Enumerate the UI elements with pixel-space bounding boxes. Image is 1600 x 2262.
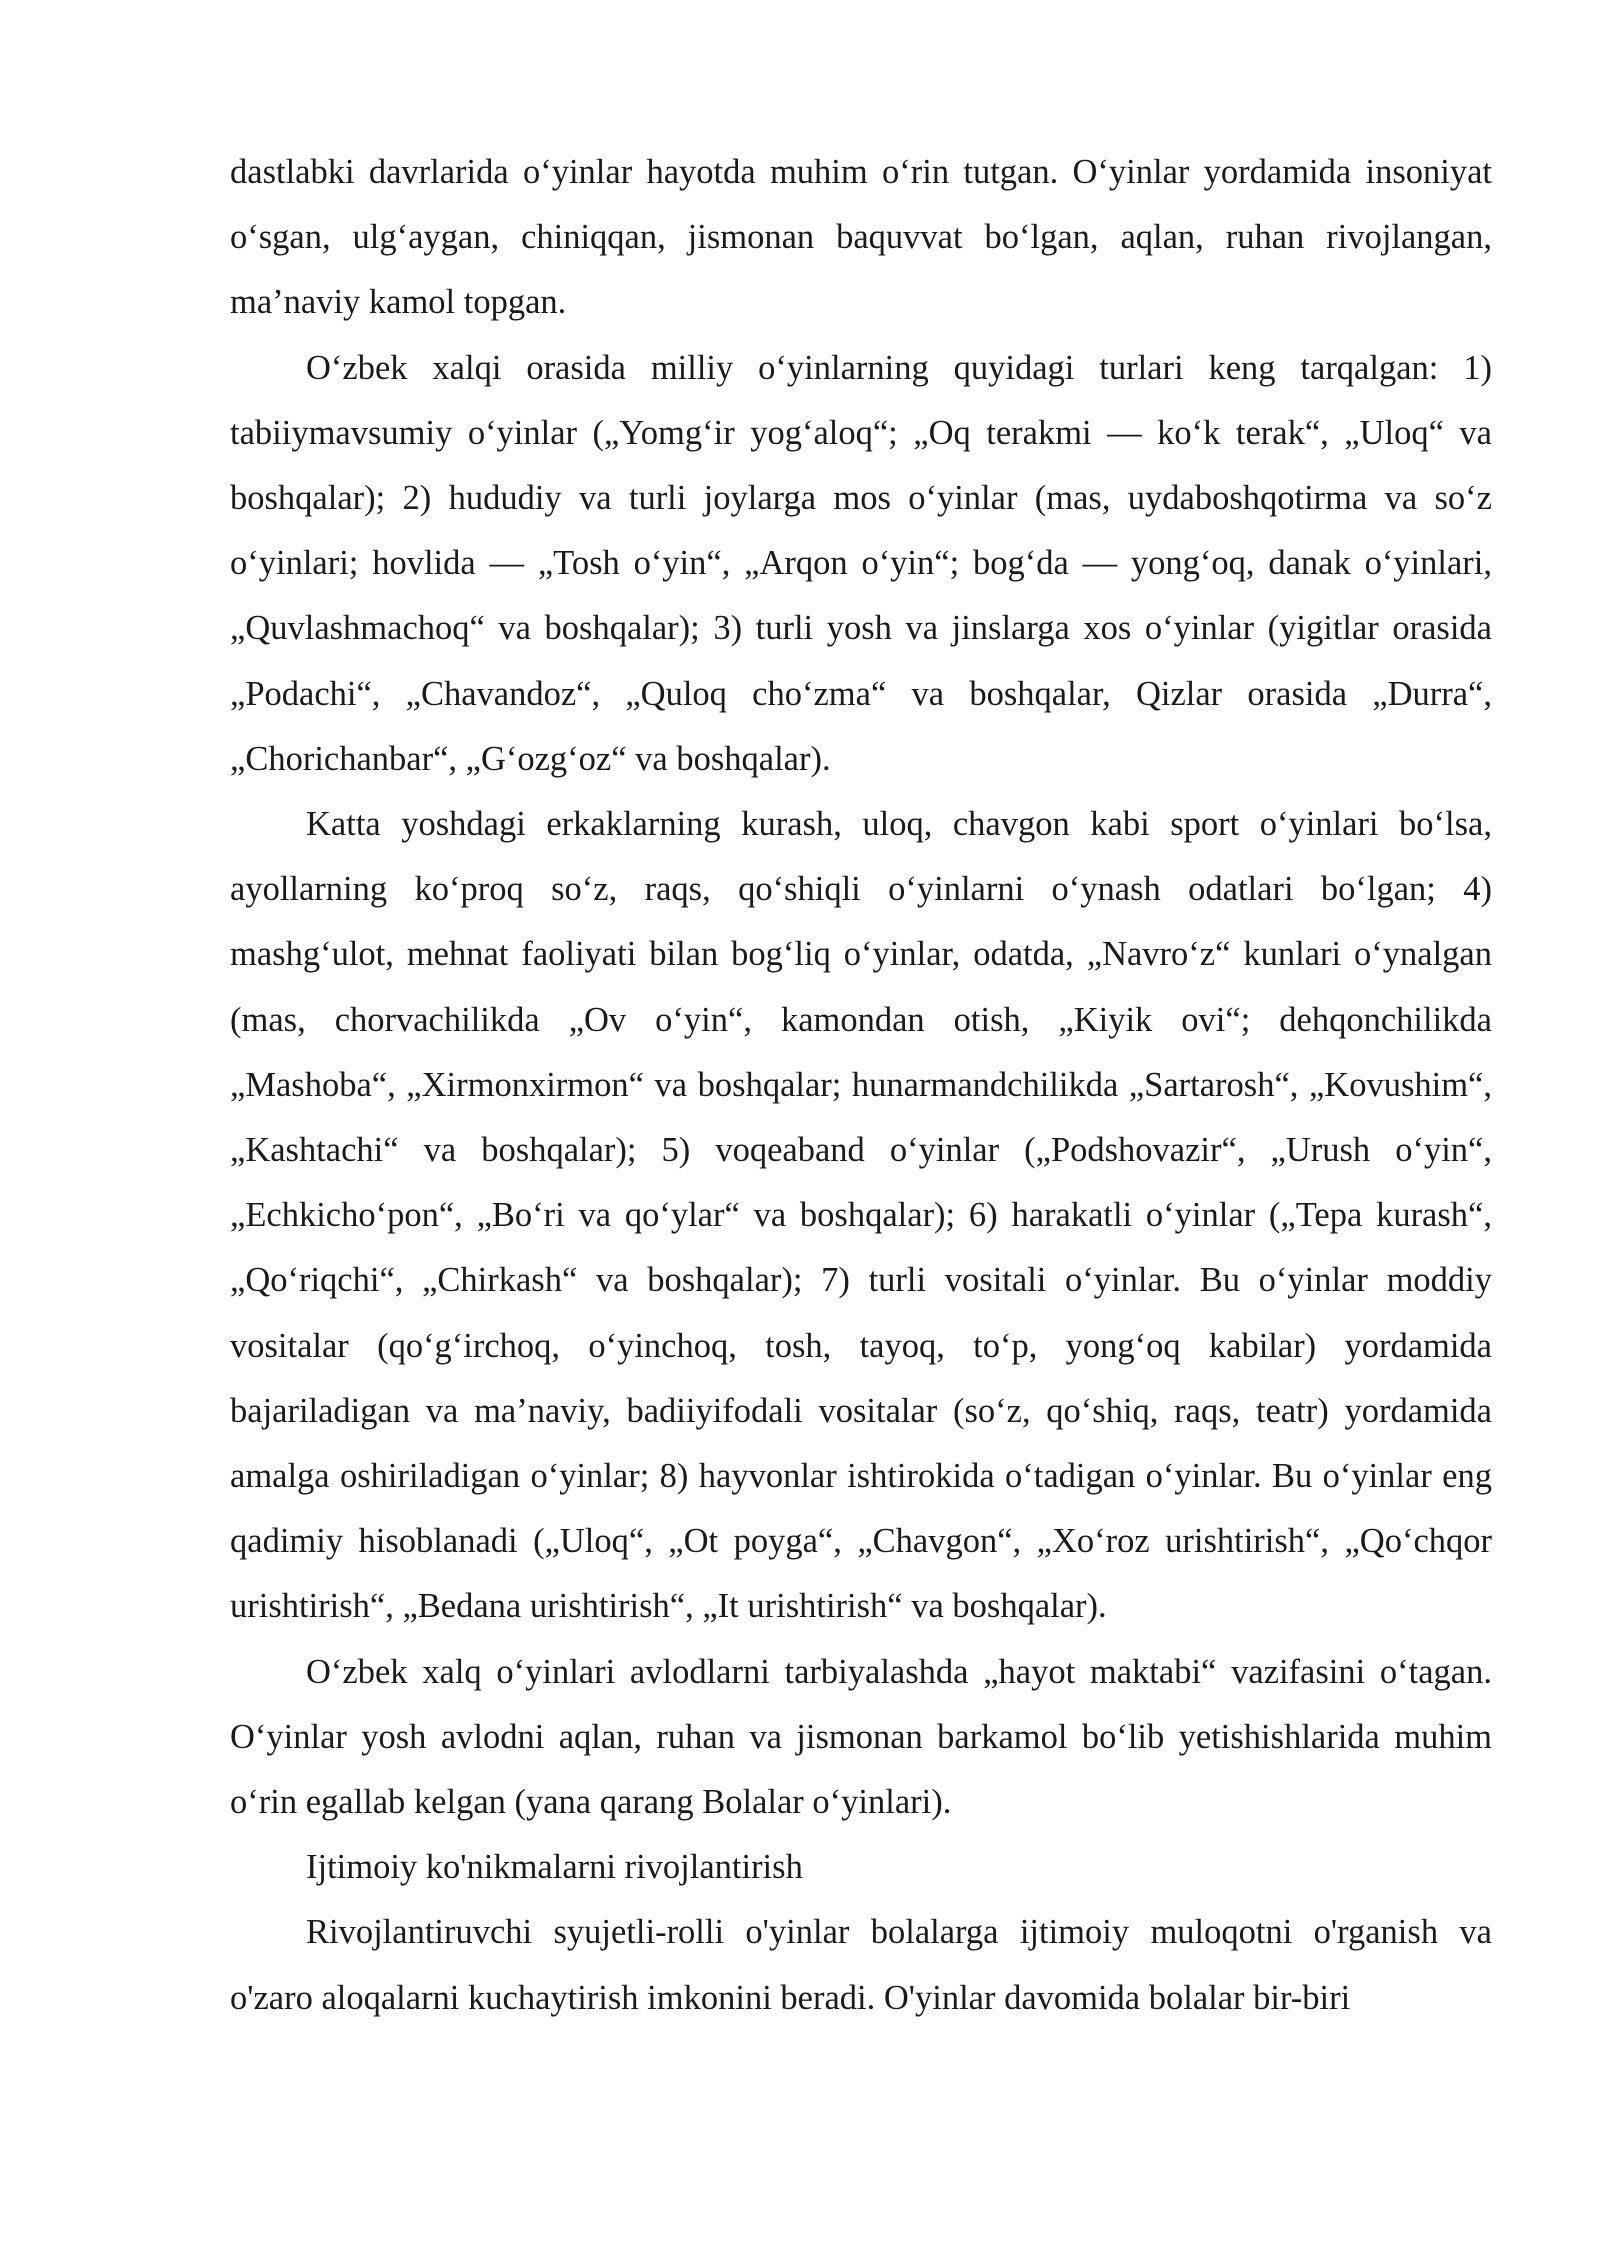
paragraph-role-play: Rivojlantiruvchi syujetli-rolli o'yinlar bolalarga ijtimoiy muloqotni o'rganish va o'zaro aloqalarni kuchaytirish imkonini beradi. O'yinlar davomida bolalar bir-biri (230, 1913, 1492, 2017)
section-heading-social-skills: Ijtimoiy ko'nikmalarni rivojlantirish (306, 1848, 803, 1887)
paragraph-game-types: O‘zbek xalqi orasida milliy o‘yinlarning quyidagi turlari keng tarqalgan: 1) tabiiymavsumiy o‘yinlar („Yomg‘ir yog‘aloq“; „Oq terakmi — ko‘k terak“, „Uloq“ va boshqalar); 2) hududiy va turli joylarga mos o‘yinlar (mas, uydaboshqotirma va so‘z o‘yinlari; hovlida — „Tosh o‘yin“, „Arqon o‘yin“; bog‘da — yong‘oq, danak o‘yinlari, „Quvlashmachoq“ va boshqalar); 3) turli yosh va jinslarga xos o‘yinlar (yigitlar orasida „Podachi“, „Chavandoz“, „Quloq cho‘zma“ va boshqalar, Qizlar orasida „Durra“, „Chorichanbar“, „G‘ozg‘oz“ va boshqalar). (230, 348, 1492, 778)
document-page (230, 140, 1492, 2031)
paragraph-intro: dastlabki davrlarida o‘yinlar hayotda muhim o‘rin tutgan. O‘yinlar yordamida insoniyat o‘sgan, ulg‘aygan, chiniqqan, jismonan baquvvat bo‘lgan, aqlan, ruhan rivojlangan, ma’naviy kamol topgan. (230, 153, 1492, 322)
paragraph-adult-games: Katta yoshdagi erkaklarning kurash, uloq, chavgon kabi sport o‘yinlari bo‘lsa, ayollarning ko‘proq so‘z, raqs, qo‘shiqli o‘yinlarni o‘ynash odatlari bo‘lgan; 4) mashg‘ulot, mehnat faoliyati bilan bog‘liq o‘yinlar, odatda, „Navro‘z“ kunlari o‘ynalgan (mas, chorvachilikda „Ov o‘yin“, kamondan otish, „Kiyik ovi“; dehqonchilikda „Mashoba“, „Xirmonxirmon“ va boshqalar; hunarmandchilikda „Sartarosh“, „Kovushim“, „Kashtachi“ va boshqalar); 5) voqeaband o‘yinlar („Podshovazir“, „Urush o‘yin“, „Echkicho‘pon“, „Bo‘ri va qo‘ylar“ va boshqalar); 6) harakatli o‘yinlar („Tepa kurash“, „Qo‘riqchi“, „Chirkash“ va boshqalar); 7) turli vositali o‘yinlar. Bu o‘yinlar moddiy vositalar (qo‘g‘irchoq, o‘yinchoq, tosh, tayoq, to‘p, yong‘oq kabilar) yordamida bajariladigan va ma’naviy, badiiyifodali vositalar (so‘z, qo‘shiq, raqs, teatr) yordamida amalga oshiriladigan o‘yinlar; 8) hayvonlar ishtirokida o‘tadigan o‘yinlar. Bu o‘yinlar eng qadimiy hisoblanadi („Uloq“, „Ot poyga“, „Chavgon“, „Xo‘roz urishtirish“, „Qo‘chqor urishtirish“, „Bedana urishtirish“, „It urishtirish“ va boshqalar). (230, 805, 1492, 1626)
paragraph-life-school: O‘zbek xalq o‘yinlari avlodlarni tarbiyalashda „hayot maktabi“ vazifasini o‘tagan. O‘yinlar yosh avlodni aqlan, ruhan va jismonan barkamol bo‘lib yetishishlarida muhim o‘rin egallab kelgan (yana qarang Bolalar o‘yinlari). (230, 1652, 1492, 1822)
